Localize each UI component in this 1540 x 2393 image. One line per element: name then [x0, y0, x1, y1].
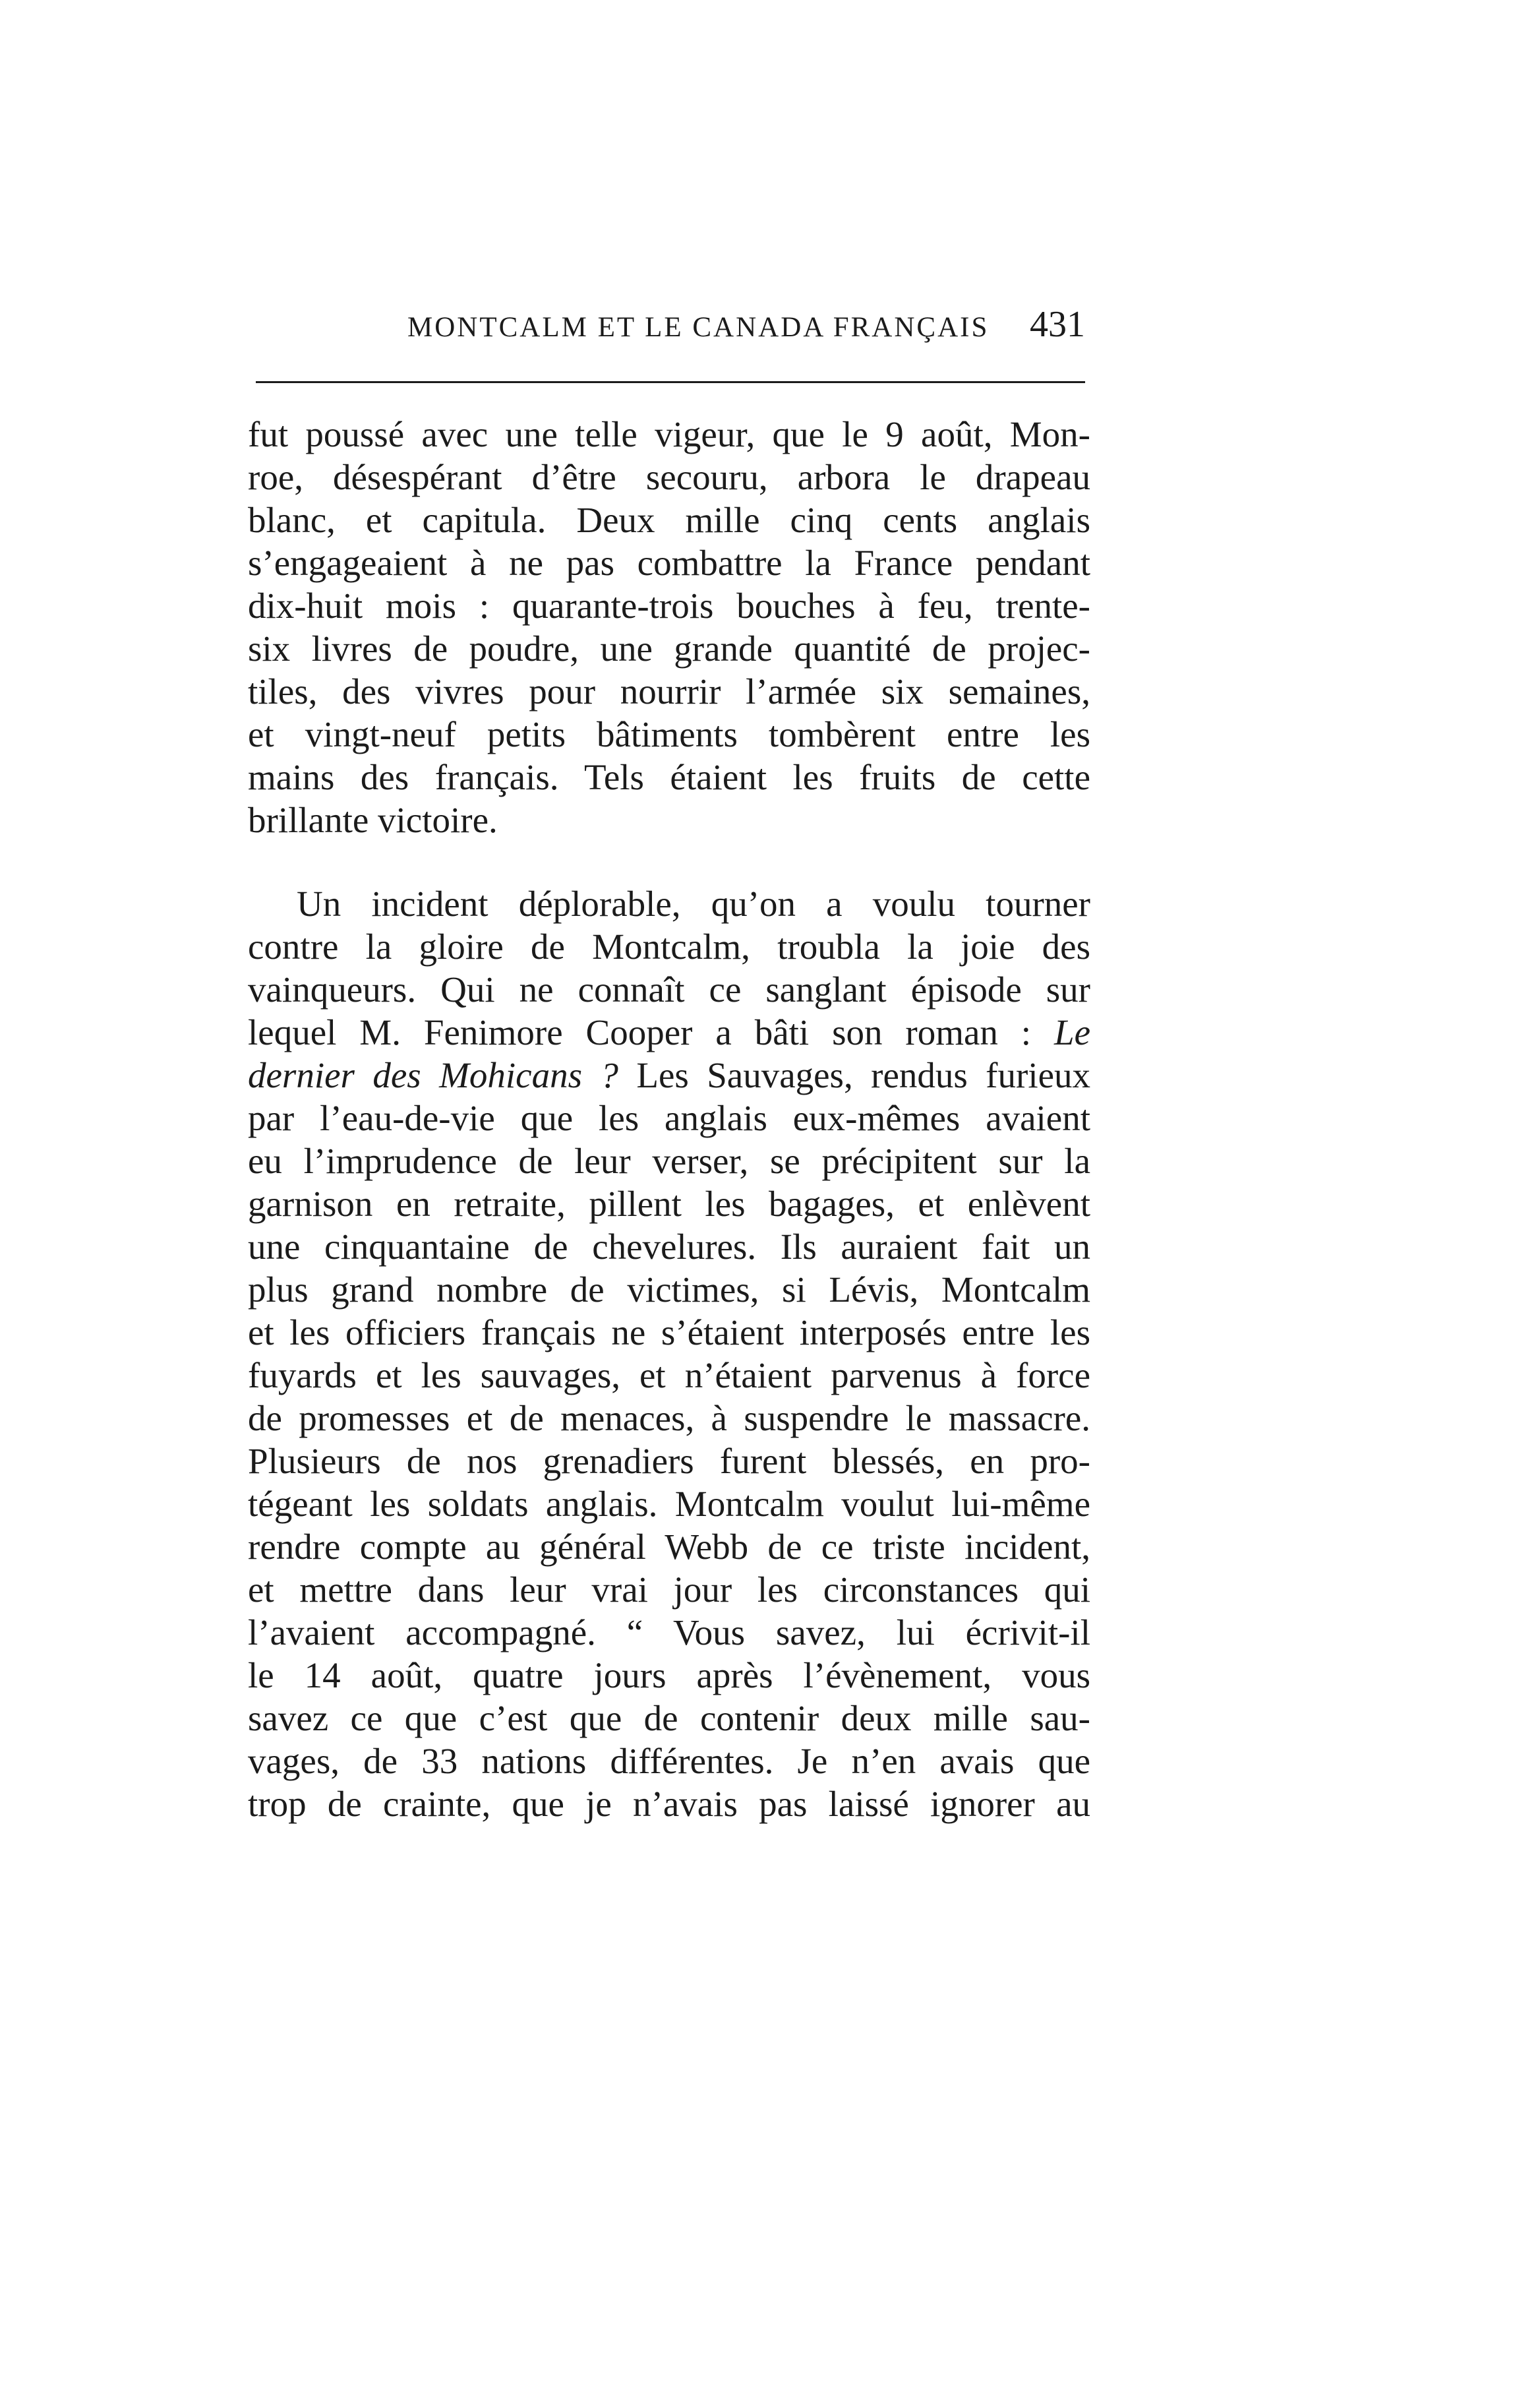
text-line: contre la gloire de Montcalm, troubla la joie des — [248, 926, 1090, 967]
text-line: rendre compte au général Webb de ce triste incident, — [248, 1527, 1090, 1567]
text-line — [248, 1011, 1090, 1054]
running-head — [256, 298, 1085, 351]
text-line: blanc, et capitula. Deux mille cinq cents anglais — [248, 500, 1090, 540]
text-line: s’engageaient à ne pas combattre la France pendant — [248, 543, 1090, 583]
text-line: et vingt-neuf petits bâtiments tombèrent entre les — [248, 714, 1090, 754]
text-line: Un incident déplorable, qu’on a voulu tourner — [297, 884, 1090, 924]
text-line: mains des français. Tels étaient les fruits de cette — [248, 757, 1090, 797]
book-title-italic: dernier des Mohicans ? — [248, 1055, 618, 1095]
page-number: 431 — [1030, 304, 1085, 345]
running-title: MONTCALM ET LE CANADA FRANÇAIS — [407, 312, 990, 343]
text-line: tiles, des vivres pour nourrir l’armée six semaines, — [248, 671, 1090, 712]
text-line: vainqueurs. Qui ne connaît ce sanglant épisode sur — [248, 969, 1090, 1010]
text-line: eu l’imprudence de leur verser, se précipitent sur la — [248, 1141, 1090, 1181]
line-text: Les Sauvages, rendus furieux — [636, 1055, 1091, 1095]
text-line: trop de crainte, que je n’avais pas laissé ignorer au — [248, 1784, 1090, 1824]
text-line — [248, 1054, 1090, 1097]
line-text: lequel M. Fenimore Cooper a bâti son roman : — [248, 1012, 1032, 1052]
header-rule — [256, 381, 1085, 383]
text-line: Plusieurs de nos grenadiers furent blessés, en pro- — [248, 1441, 1090, 1481]
text-line: une cinquantaine de chevelures. Ils auraient fait un — [248, 1227, 1090, 1267]
paragraph-gap — [248, 841, 1090, 882]
text-line: par l’eau-de-vie que les anglais eux-mêmes avaient — [248, 1098, 1090, 1138]
text-line: fuyards et les sauvages, et n’étaient parvenus à force — [248, 1355, 1090, 1395]
text-line: plus grand nombre de victimes, si Lévis, Montcalm — [248, 1269, 1090, 1310]
text-line: savez ce que c’est que de contenir deux mille sau- — [248, 1698, 1090, 1738]
text-line: roe, désespérant d’être secouru, arbora le drapeau — [248, 457, 1090, 497]
paragraph-2 — [248, 882, 1090, 1825]
text-line: brillante victoire. — [248, 800, 498, 840]
paragraph-1 — [248, 413, 1090, 841]
text-line: dix-huit mois : quarante-trois bouches à feu, trente- — [248, 586, 1090, 626]
text-line: de promesses et de menaces, à suspendre le massacre. — [248, 1398, 1090, 1438]
text-line: et les officiers français ne s’étaient interposés entre les — [248, 1312, 1090, 1352]
book-title-italic: Le — [1054, 1012, 1091, 1052]
text-line: fut poussé avec une telle vigeur, que le 9 août, Mon- — [248, 414, 1090, 454]
text-line: tégeant les soldats anglais. Montcalm voulut lui-même — [248, 1484, 1090, 1524]
text-line: le 14 août, quatre jours après l’évènement, vous — [248, 1655, 1090, 1695]
text-line: et mettre dans leur vrai jour les circonstances qui — [248, 1569, 1090, 1610]
text-line: l’avaient accompagné. “ Vous savez, lui écrivit-il — [248, 1612, 1090, 1652]
text-line: vages, de 33 nations différentes. Je n’en avais que — [248, 1741, 1090, 1781]
text-line: six livres de poudre, une grande quantité de projec- — [248, 628, 1090, 669]
body-text — [248, 413, 1090, 1825]
text-line: garnison en retraite, pillent les bagages, et enlèvent — [248, 1184, 1090, 1224]
